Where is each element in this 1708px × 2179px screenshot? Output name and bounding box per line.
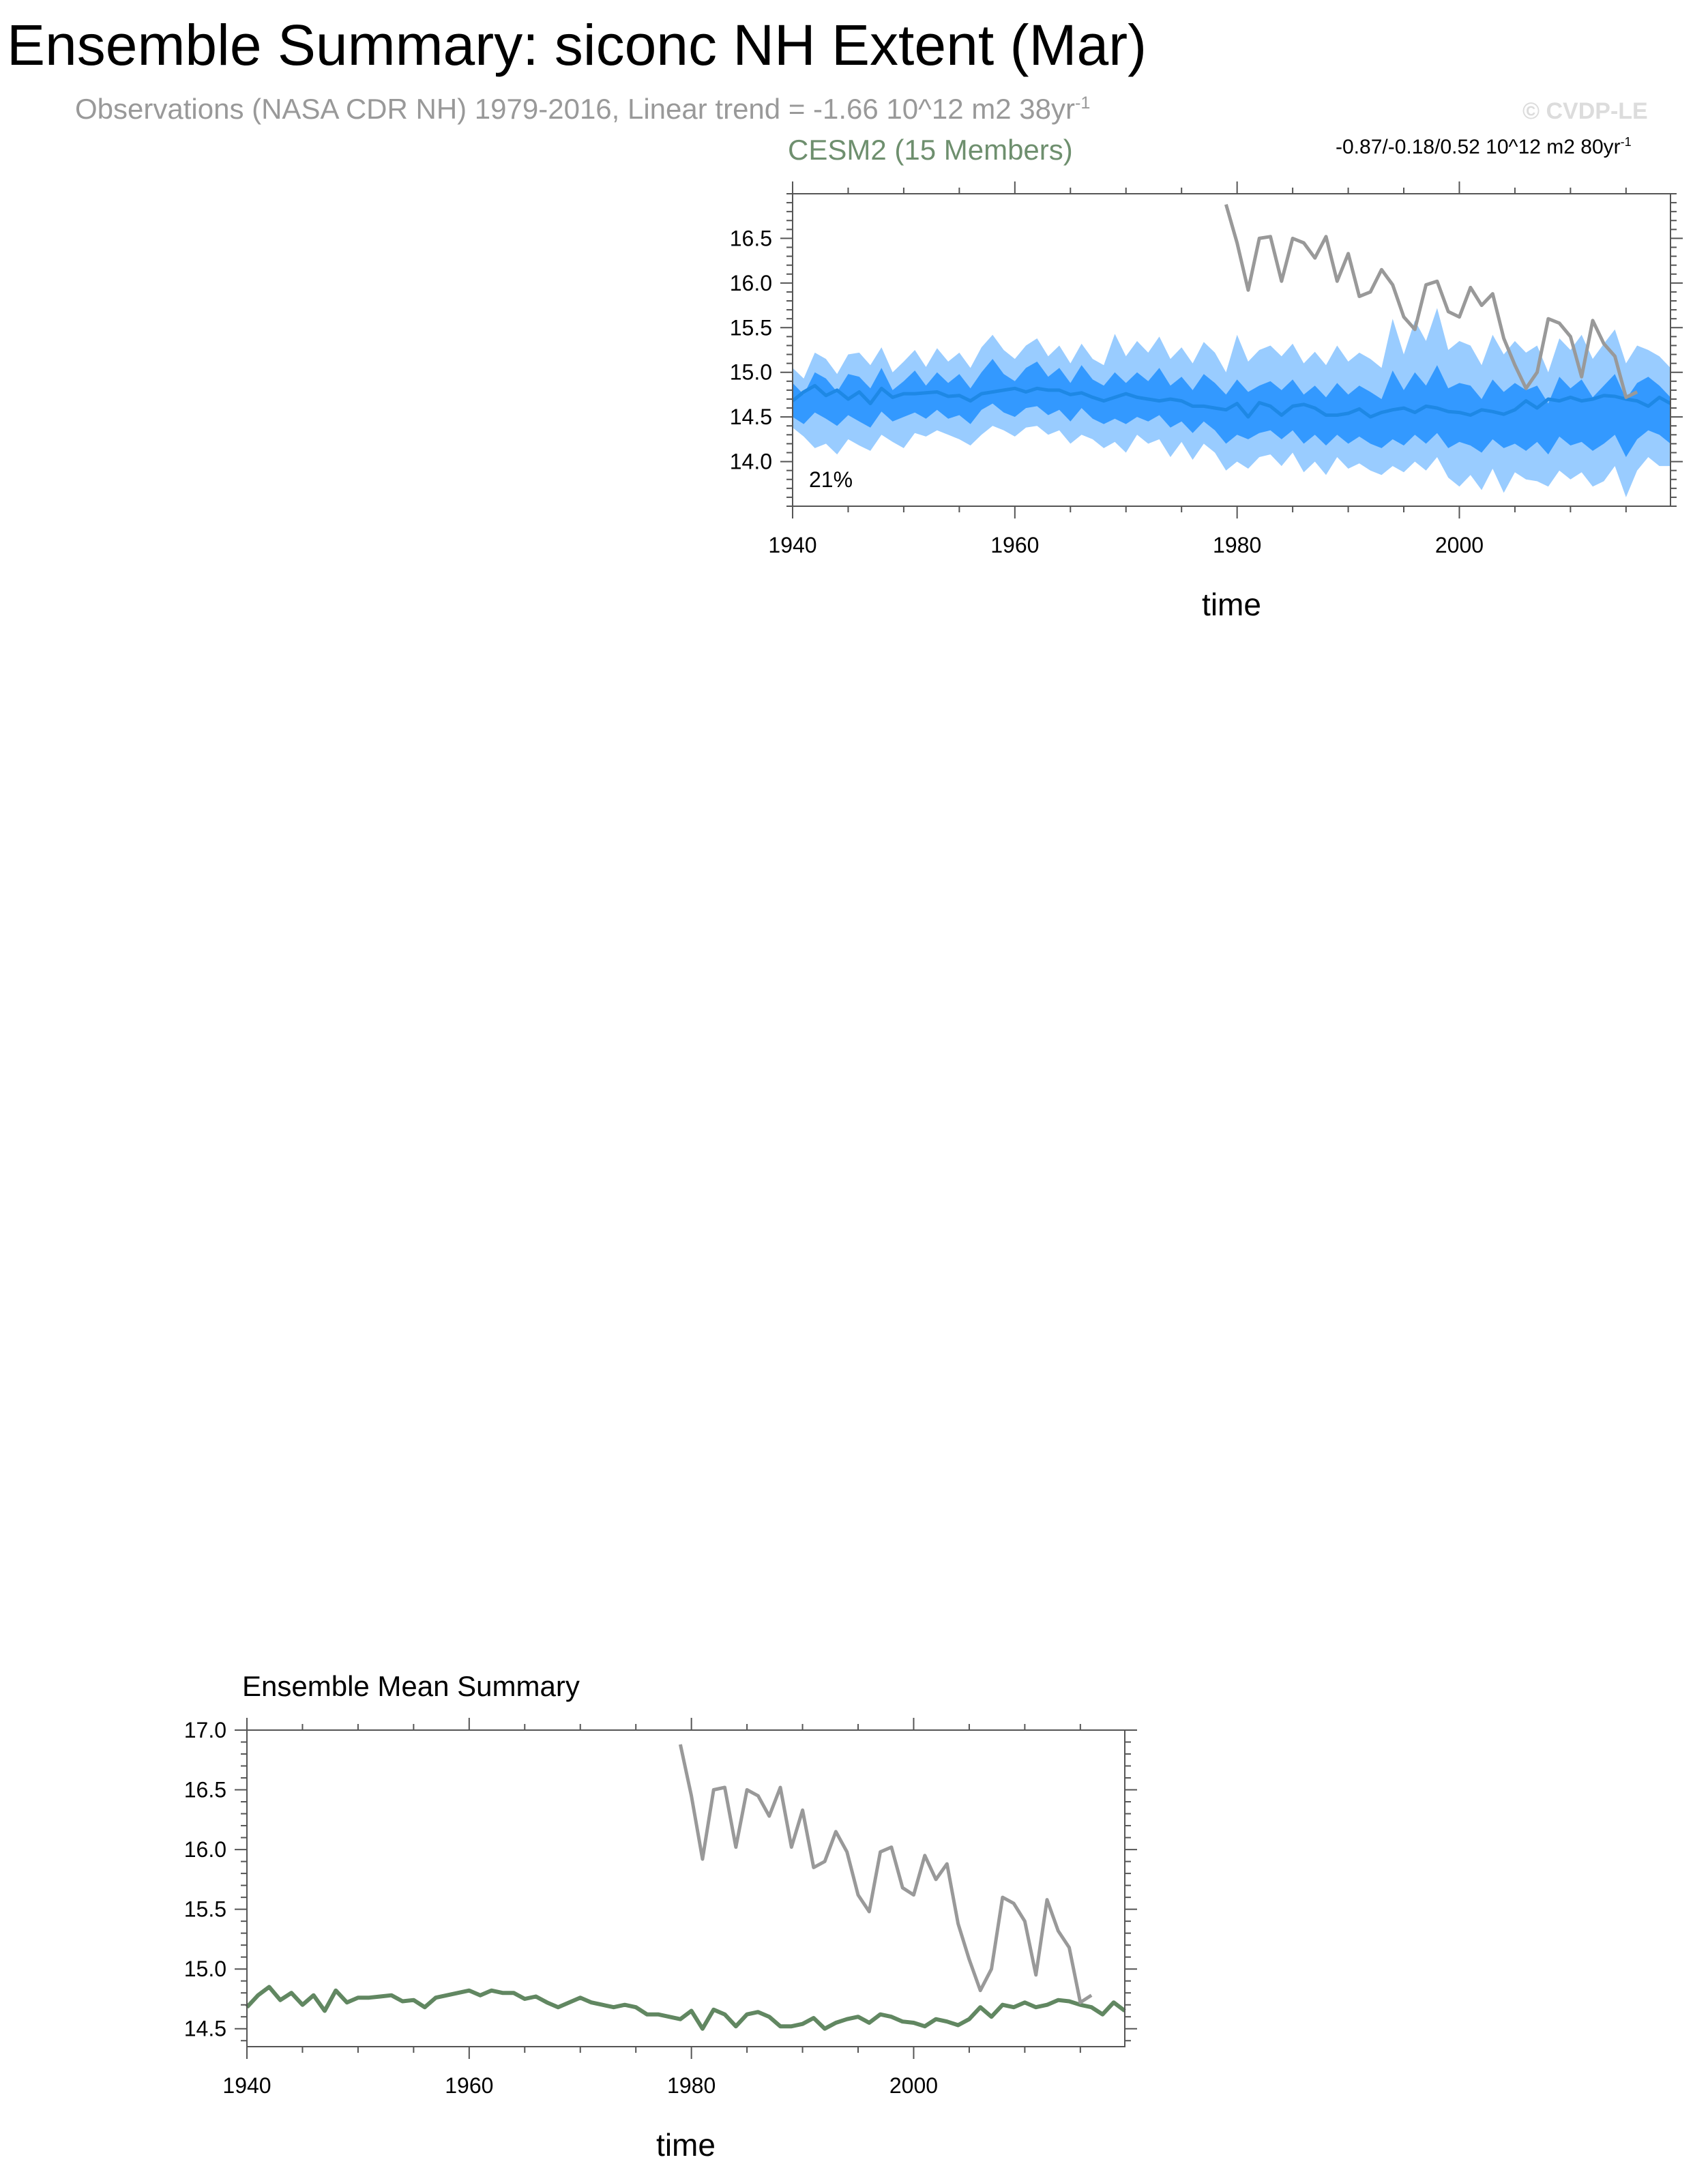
panel-title: CESM2 (15 Members) xyxy=(788,134,1073,166)
y-tick-label: 16.5 xyxy=(183,1777,226,1802)
y-tick-label: 14.5 xyxy=(183,2016,226,2041)
y-tick-label: 14.0 xyxy=(729,449,772,474)
x-tick-label: 1940 xyxy=(222,2073,271,2098)
page-title: Ensemble Summary: siconc NH Extent (Mar) xyxy=(7,13,1147,77)
y-tick-label: 15.5 xyxy=(729,315,772,340)
y-tick-label: 16.0 xyxy=(729,270,772,295)
observations-trend-exponent: -1 xyxy=(1074,93,1091,113)
ensemble-mean-title: Ensemble Mean Summary xyxy=(242,1670,580,1702)
trend-stats-exponent: -1 xyxy=(1620,135,1632,149)
y-tick-label: 17.0 xyxy=(183,1718,226,1742)
x-tick-label: 1960 xyxy=(990,533,1040,557)
x-tick-label: 1960 xyxy=(445,2073,494,2098)
y-tick-label: 15.0 xyxy=(183,1957,226,1982)
y-tick-label: 16.0 xyxy=(183,1837,226,1862)
x-tick-label: 1980 xyxy=(667,2073,716,2098)
percentage-annotation: 21% xyxy=(809,467,853,492)
observations-line xyxy=(680,1744,1091,2002)
y-tick-label: 15.0 xyxy=(729,360,772,385)
x-tick-label: 1940 xyxy=(768,533,817,557)
ensemble-mean-chart xyxy=(184,1718,1137,2163)
y-tick-label: 15.5 xyxy=(183,1897,226,1922)
trend-stats-text: -0.87/-0.18/0.52 10^12 m2 80yr xyxy=(1336,136,1621,158)
y-tick-label: 16.5 xyxy=(729,226,772,251)
x-tick-label: 2000 xyxy=(889,2073,939,2098)
watermark: © CVDP-LE xyxy=(1522,98,1648,124)
x-axis-title: time xyxy=(656,2127,716,2163)
x-tick-label: 1980 xyxy=(1213,533,1262,557)
y-tick-label: 14.5 xyxy=(729,405,772,430)
x-axis-title: time xyxy=(1202,587,1261,622)
x-tick-label: 2000 xyxy=(1434,533,1484,557)
observations-trend-text: Observations (NASA CDR NH) 1979-2016, Linear trend = -1.66 10^12 m2 38yr xyxy=(75,93,1075,125)
ensemble-spread-chart xyxy=(730,181,1683,622)
ensemble-mean-line xyxy=(247,1987,1125,2029)
